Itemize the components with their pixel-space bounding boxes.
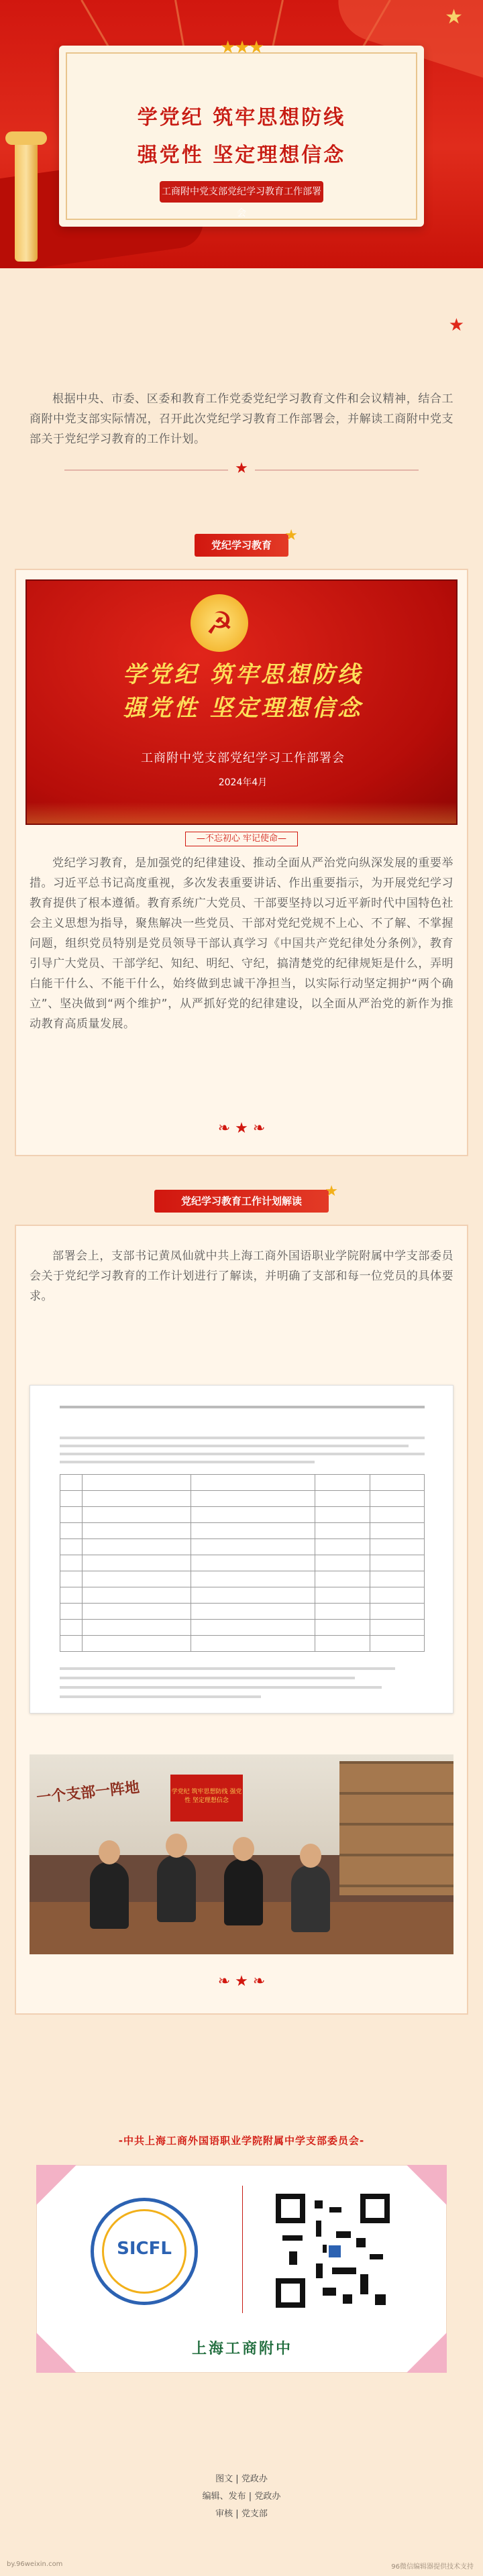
poster-date: 2024年4月 xyxy=(218,777,268,788)
school-logo-icon xyxy=(91,2198,198,2305)
footer-card xyxy=(36,2165,447,2373)
star-flourish-icon: ❧ ★ ❧ xyxy=(217,1973,266,1990)
qr-code-icon[interactable] xyxy=(276,2194,390,2308)
stars-icon: ★★★ xyxy=(220,38,263,58)
work-plan-document-image xyxy=(30,1385,453,1714)
photo-screen: 学党纪 筑牢思想防线 强党性 坚定理想信念 xyxy=(170,1775,243,1822)
star-icon: ★ xyxy=(445,5,463,29)
section1-paragraph: 党纪学习教育，是加强党的纪律建设、推动全面从严治党向纵深发展的重要举措。习近平总书记高度重视，多次发表重要讲话、作出重要指示，为开展党纪学习教育提供了根本遵循。教育系统广大党员、干部要坚持以习近平新时代中国特色社会主义思想为指导，聚焦解决一些党员、干部对党纪党规不上心、不了解、不掌握问题，组织党员特别是党员领导干部认真学习《中国共产党纪律处分条例》，教育引导广大党员、干部学纪、知纪、明纪、守纪，搞清楚党的纪律规矩是什么，弄明白能干什么、不能干什么，始终做到忠诚干净担当，以实际行动坚定拥护“两个确立”、坚决做到“两个维护”，从严抓好党的纪律建设，以全面从严治党的新作为推动教育高质量发展。 xyxy=(30,856,453,1031)
star-flourish-icon: ❧ ★ ❧ xyxy=(217,1120,266,1137)
intro-paragraph: 根据中央、市委、区委和教育工作党委党纪学习教育文件和会议精神，结合工商附中党支部实际情况，召开此次党纪学习教育工作部署会，并解读工商附中党支部关于党纪学习教育的工作计划。 xyxy=(30,392,453,446)
poster-line1: 学党纪 筑牢思想防线 xyxy=(123,661,363,688)
footer-org-title: -中共上海工商外国语职业学院附属中学支部委员会- xyxy=(118,2135,365,2147)
poster-line2: 强党性 坚定理想信念 xyxy=(123,695,363,722)
banner-org-pill: 工商附中党支部党纪学习教育工作部署会 xyxy=(160,181,323,203)
header-banner xyxy=(0,0,483,268)
huabiao-pillar-icon xyxy=(15,141,38,262)
banner-title-line2: 强党性 坚定理想信念 xyxy=(137,144,346,167)
banner-card xyxy=(59,38,424,227)
slogan-label: —不忘初心 牢记使命— xyxy=(185,832,298,846)
watermark: by.96weixin.com xyxy=(7,2561,63,2568)
section-tag-party-discipline: 党纪学习教育 ★ xyxy=(195,534,288,557)
credit-line: 图文 | 党政办 xyxy=(215,2474,268,2484)
credit-line: 审核 | 党支部 xyxy=(215,2509,268,2519)
star-icon: ★ xyxy=(448,315,464,335)
credit-line: 编辑、发布 | 党政办 xyxy=(202,2491,281,2502)
poster-org: 工商附中党支部党纪学习工作部署会 xyxy=(141,751,345,765)
brand-name: 上海工商附中 xyxy=(191,2341,292,2357)
section2-paragraph: 部署会上，支部书记黄凤仙就中共上海工商外国语职业学院附属中学支部委员会关于党纪学习教育的工作计划进行了解读，并明确了支部和每一位党员的具体要求。 xyxy=(30,1249,453,1303)
meeting-photo xyxy=(30,1754,453,1954)
logo-text: SICFL xyxy=(117,2239,172,2259)
event-poster-image xyxy=(25,579,458,825)
banner-title-line1: 学党纪 筑牢思想防线 xyxy=(137,106,346,129)
star-icon: ★ xyxy=(228,460,255,477)
section-tag-plan-interpretation: 党纪学习教育工作计划解读 ★ xyxy=(154,1190,329,1213)
photo-wall-text: 一个支部一阵地 xyxy=(36,1779,141,1807)
powered-by-link[interactable]: 96微信编辑器提供技术支持 xyxy=(391,2563,474,2571)
party-emblem-icon: ☭ xyxy=(191,594,248,652)
